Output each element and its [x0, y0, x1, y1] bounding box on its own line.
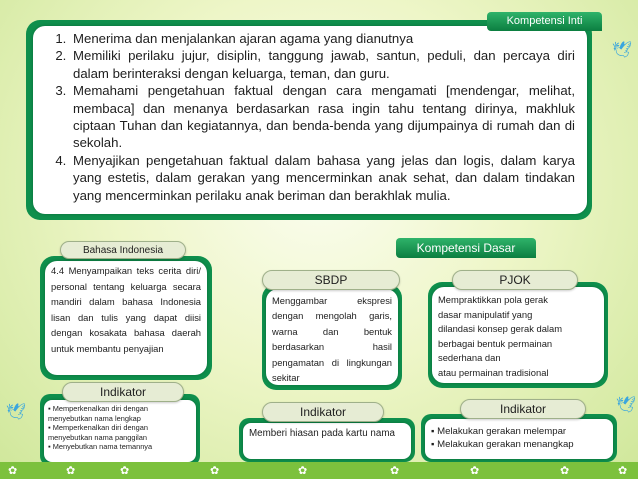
flower-icon: ✿ — [618, 465, 628, 477]
kompetensi-dasar-tag — [396, 238, 536, 258]
pjok-kd-line-6: atau permainan tradisional — [438, 366, 549, 378]
pjok-label — [452, 270, 578, 290]
flower-icon: ✿ — [66, 465, 76, 477]
flower-icon: ✿ — [8, 465, 18, 477]
pjok-label-text: PJOK — [499, 273, 531, 287]
kompetensi-inti-tag — [487, 12, 602, 31]
bahasa-indonesia-label — [60, 241, 186, 259]
pjok-indikator-list — [431, 425, 607, 451]
sbdp-indikator-label — [262, 402, 384, 422]
flower-icon: ✿ — [298, 465, 308, 477]
ki-item-3: 3. Memahami pengetahuan faktual dengan cara mengamati [mendengar, melihat, membaca] dan menanya berdasarkan rasa ingin tahu tentang dirinya, makhluk ciptaan Tuhan dan kegiatannya, dan benda-benda yang dijumpainya di rumah dan di sekolah. — [70, 82, 575, 152]
bahasa-indikator-item-2: ▪ Memperkenalkan diri dengan menyebutkan nama panggilan — [48, 423, 192, 442]
kompetensi-inti-card — [33, 26, 587, 214]
sbdp-indikator-text: Memberi hiasan pada kartu nama — [249, 428, 395, 439]
bahasa-indikator-card — [44, 400, 196, 462]
ki-item-4: 4. Menyajikan pengetahuan faktual dalam bahasa yang jelas dan logis, dalam karya yang estetis, dalam gerakan yang mencerminkan anak sehat, dan dalam tindakan yang mencerminkan perilaku anak beriman dan berakhlak mulia. — [70, 152, 575, 204]
flower-icon: ✿ — [210, 465, 220, 477]
flower-icon: ✿ — [560, 465, 570, 477]
ki-item-1: 1. Menerima dan menjalankan ajaran agama yang dianutnya — [70, 30, 575, 47]
flower-icon: ✿ — [470, 465, 480, 477]
bahasa-indonesia-card — [45, 261, 207, 375]
ki-item-2: 2. Memiliki perilaku jujur, disiplin, tanggung jawab, santun, peduli, dan percaya diri dalam berinteraksi dengan keluarga, teman, dan guru. — [70, 47, 575, 82]
pjok-kd-line-1: Mempraktikkan pola gerak — [438, 294, 548, 305]
bottom-strip — [0, 462, 638, 479]
bahasa-indikator-list — [48, 404, 192, 452]
pjok-kd-line-4: berbagai bentuk permainan — [438, 337, 553, 349]
sbdp-indikator-card — [243, 423, 411, 459]
pjok-indikator-item-1: ▪ Melakukan gerakan melempar — [431, 425, 607, 438]
sbdp-label-text: SBDP — [314, 273, 348, 287]
kompetensi-inti-list — [37, 30, 575, 204]
bahasa-indikator-label-text: Indikator — [99, 385, 147, 399]
pjok-indikator-label — [460, 399, 586, 419]
bahasa-indikator-item-1: ▪ Memperkenalkan diri dengan menyebutkan nama lengkap — [48, 404, 192, 423]
sbdp-kd: Menggambar ekspresi dengan mengolah garis, warna dan bentuk berdasarkan hasil pengamatan di lingkungan sekitar — [272, 295, 392, 384]
pjok-indikator-label-text: Indikator — [499, 402, 547, 416]
sbdp-indikator-label-text: Indikator — [299, 405, 347, 419]
flower-icon: ✿ — [390, 465, 400, 477]
bird-icon: 🕊 — [616, 397, 637, 414]
pjok-indikator-item-2: ▪ Melakukan gerakan menangkap — [431, 438, 607, 451]
pjok-kd — [438, 293, 598, 381]
bahasa-indikator-item-3: ▪ Menyebutkan nama temannya — [48, 442, 192, 452]
kompetensi-inti-tag-label: Kompetensi Inti — [506, 15, 583, 27]
bahasa-indonesia-label-text: Bahasa Indonesia — [82, 245, 164, 256]
sbdp-card — [266, 289, 398, 385]
pjok-indikator-card — [425, 419, 613, 459]
pjok-kd-line-5: sederhana dan — [438, 352, 501, 364]
bird-icon: 🕊 — [612, 42, 633, 59]
pjok-kd-line-3: dilandasi konsep gerak dalam — [438, 323, 563, 335]
bird-icon: 🕊 — [6, 404, 27, 421]
flower-icon: ✿ — [120, 465, 130, 477]
kompetensi-dasar-tag-label: Kompetensi Dasar — [416, 241, 516, 255]
pjok-card — [432, 287, 604, 383]
pjok-kd-line-2: dasar manipulatif yang — [438, 308, 533, 320]
bahasa-indikator-label — [62, 382, 184, 402]
sbdp-label — [262, 270, 400, 290]
bahasa-indonesia-kd: 4.4 Menyampaikan teks cerita diri/ personal tentang keluarga secara mandiri dalam bahasa Indonesia lisan dan tulis yang dapat diisi dengan kosakata bahasa daerah untuk membantu penyajian — [51, 265, 201, 354]
